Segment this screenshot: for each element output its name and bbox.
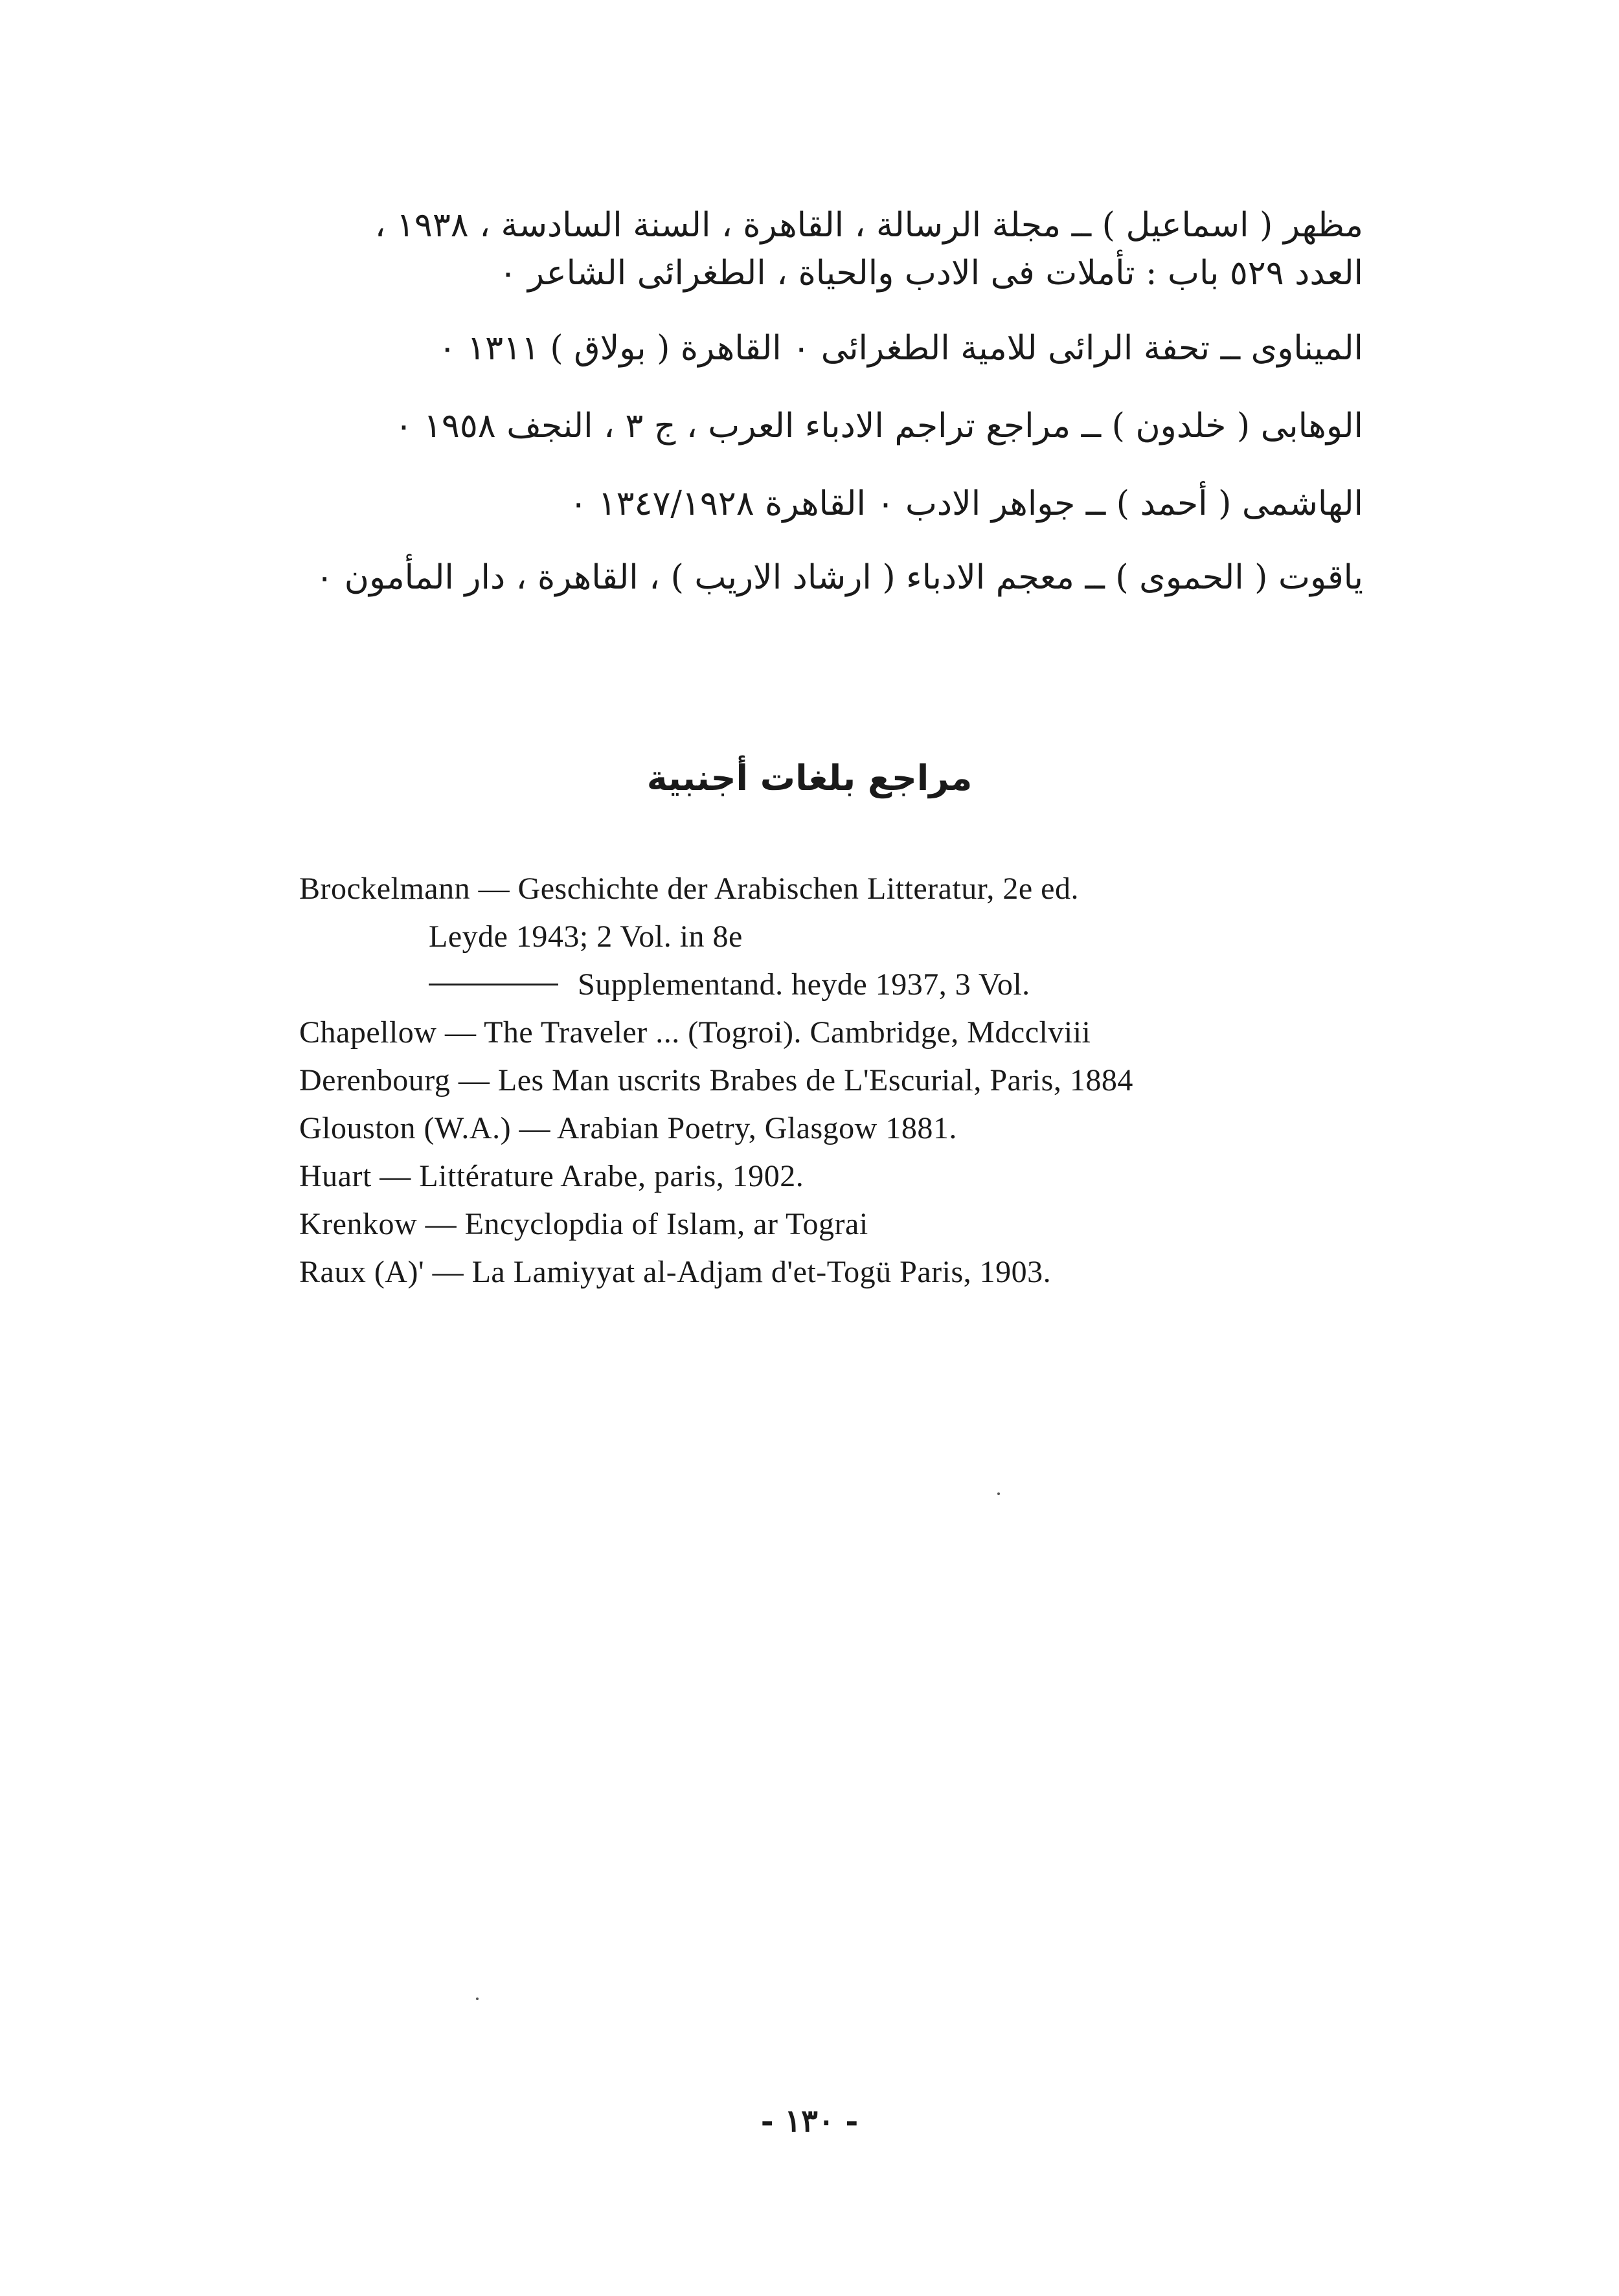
arabic-reference-line: مظهر ( اسماعيل ) ــ مجلة الرسالة ، القاهرة ، السنة السادسة ، ١٩٣٨ ، — [374, 206, 1363, 245]
latin-reference-line: Huart — Littérature Arabe, paris, 1902. — [299, 1159, 804, 1193]
latin-reference-line: Brockelmann — Geschichte der Arabischen Litteratur, 2e ed. — [299, 872, 1079, 906]
foreign-references-heading: مراجع بلغات أجنبية — [646, 758, 973, 798]
scan-speck — [476, 1998, 479, 2000]
page-number: - ١٣٠ - — [760, 2103, 859, 2139]
latin-reference-line: Glouston (W.A.) — Arabian Poetry, Glasgow 1881. — [299, 1111, 957, 1145]
latin-reference-line: Chapellow — The Traveler ... (Togroi). Cambridge, Mdcclviii — [299, 1015, 1091, 1050]
latin-reference-text: Supplementand. heyde 1937, 3 Vol. — [578, 967, 1030, 1002]
latin-reference-line: Leyde 1943; 2 Vol. in 8e — [429, 919, 743, 954]
latin-reference-line: Raux (A)' — La Lamiyyat al-Adjam d'et-Togü Paris, 1903. — [299, 1255, 1052, 1289]
arabic-reference-line: المیناوی ــ تحفة الرائى للامية الطغرائى ٠ القاهرة ( بولاق ) ١٣١١ ٠ — [438, 329, 1363, 368]
arabic-reference-line: الوهابى ( خلدون ) ــ مراجع تراجم الادباء العرب ، ج ٣ ، النجف ١٩٥٨ ٠ — [394, 407, 1363, 445]
arabic-reference-line: الهاشمى ( أحمد ) ــ جواهر الادب ٠ القاهرة ١٣٤٧/١٩٢٨ ٠ — [569, 484, 1363, 523]
latin-reference-line: Krenkow — Encyclopdia of Islam, ar Tograi — [299, 1207, 868, 1241]
scan-speck — [997, 1492, 1000, 1495]
ditto-rule — [429, 984, 558, 985]
latin-reference-line: Derenbourg — Les Man uscrits Brabes de L'Escurial, Paris, 1884 — [299, 1063, 1133, 1097]
arabic-reference-line: العدد ٥٢٩ باب : تأملات فى الادب والحياة ، الطغرائى الشاعر ٠ — [499, 254, 1363, 293]
arabic-reference-line: ياقوت ( الحموى ) ــ معجم الادباء ( ارشاد الاريب ) ، القاهرة ، دار المأمون ٠ — [315, 558, 1363, 597]
latin-reference-continuation — [429, 967, 1030, 1002]
